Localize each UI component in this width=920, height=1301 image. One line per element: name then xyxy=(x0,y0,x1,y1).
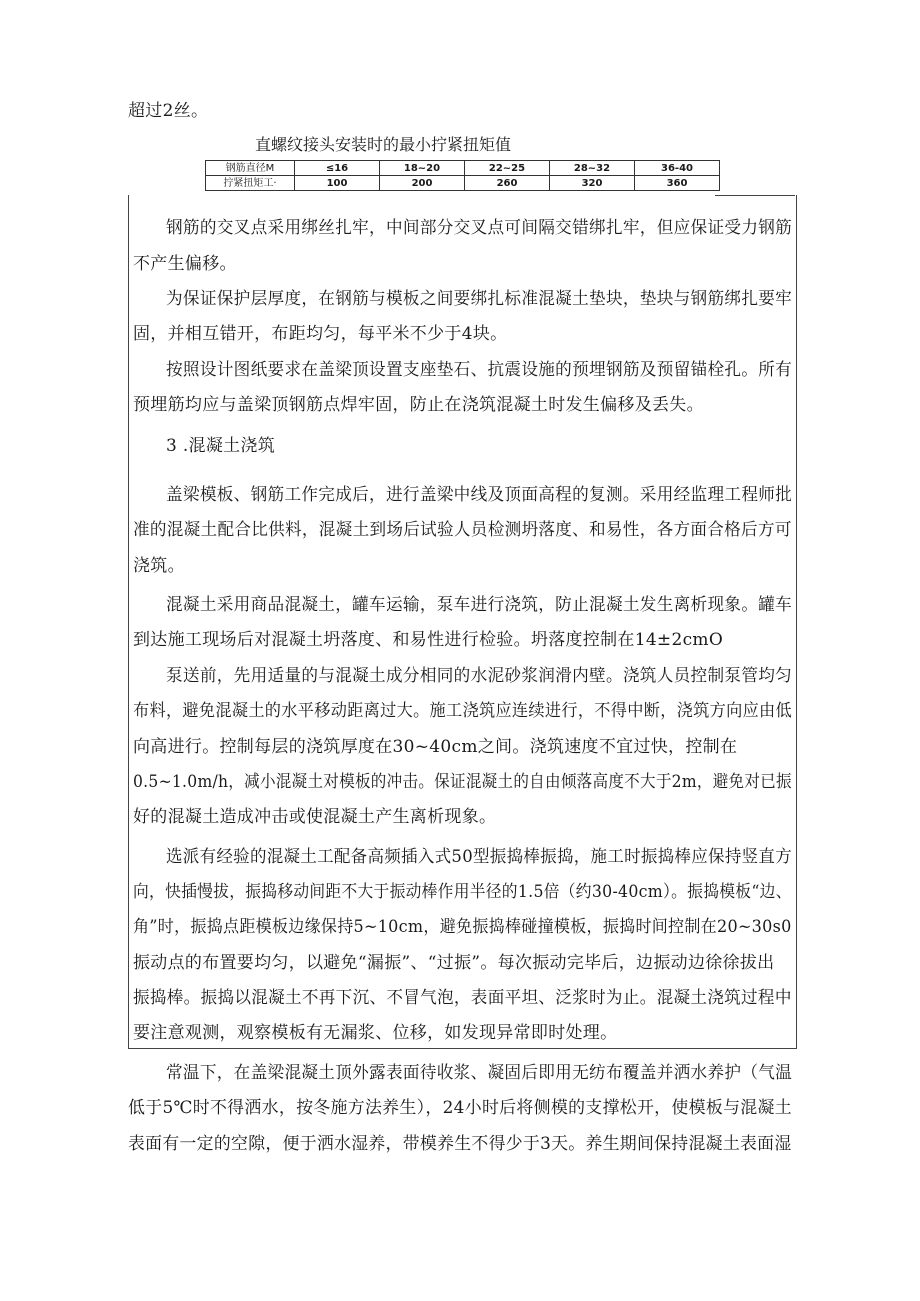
text-line: 到达施工现场后对混凝土坍落度、和易性进行检验。坍落度控制在14±2cmO xyxy=(133,630,724,650)
table-cell: 320 xyxy=(550,176,635,191)
text-line: 盖梁模板、钢筋工作完成后，进行盖梁中线及顶面高程的复测。采用经监理工程师批 xyxy=(166,485,793,505)
text-line: 钢筋的交叉点采用绑丝扎牢，中间部分交叉点可间隔交错绑扎牢，但应保证受力钢筋 xyxy=(166,218,793,238)
table-cell: 260 xyxy=(465,176,550,191)
table-cell: 22~25 xyxy=(465,161,550,176)
table-cell: 36-40 xyxy=(635,161,720,176)
table-cell: 100 xyxy=(295,176,380,191)
table-caption: 直螺纹接头安装时的最小拧紧扭矩值 xyxy=(255,135,512,154)
text-line: 不产生偏移。 xyxy=(133,254,237,274)
text-line: 按照设计图纸要求在盖梁顶设置支座垫石、抗震设施的预埋钢筋及预留锚栓孔。所有 xyxy=(166,360,793,380)
text-line: 向，快插慢拔，振捣移动间距不大于振动棒作用半径的1.5倍（约30-40cm）。振捣模板“边、 xyxy=(133,882,792,902)
text-line: 0.5~1.0m/h，减小混凝土对模板的冲击。保证混凝土的自由倾落高度不大于2m，避免对已振 xyxy=(133,772,792,792)
text-line: 泵送前，先用适量的与混凝土成分相同的水泥砂浆润滑内壁。浇筑人员控制泵管均匀 xyxy=(166,666,793,686)
text-line: 振捣棒。振捣以混凝土不再下沉、不冒气泡，表面平坦、泛浆时为止。混凝土浇筑过程中 xyxy=(133,988,792,1008)
table-row-label: 拧紧扭矩工· xyxy=(206,176,295,191)
text-line: 好的混凝土造成冲击或使混凝土产生离析现象。 xyxy=(133,807,497,827)
table-cell: 360 xyxy=(635,176,720,191)
table-cell: 200 xyxy=(380,176,465,191)
text-line: 表面有一定的空隙，便于洒水湿养，带模养生不得少于3天。养生期间保持混凝土表面湿 xyxy=(128,1134,792,1154)
text-line: 向高进行。控制每层的浇筑厚度在30~40cm之间。浇筑速度不宜过快，控制在 xyxy=(133,737,738,757)
text-line: 混凝土采用商品混凝土，罐车运输，泵车进行浇筑，防止混凝土发生离析现象。罐车 xyxy=(166,595,793,615)
top-text: 超过2丝。 xyxy=(128,101,209,121)
table-row xyxy=(206,176,720,191)
text-line: 固，并相互错开，布距均匀，每平米不少于4块。 xyxy=(133,324,508,344)
table-cell: ≤16 xyxy=(295,161,380,176)
table-header-row xyxy=(206,161,720,176)
section-heading: 3 .混凝土浇筑 xyxy=(166,436,276,456)
text-line: 角”时，振捣点距模板边缘保持5~10cm，避免振捣棒碰撞模板，振捣时间控制在20~30s0 xyxy=(133,917,792,937)
text-line: 准的混凝土配合比供料，混凝土到场后试验人员检测坍落度、和易性，各方面合格后方可 xyxy=(133,520,792,540)
table-cell: 28~32 xyxy=(550,161,635,176)
torque-table xyxy=(205,160,720,191)
table-header-label: 钢筋直径M xyxy=(206,161,295,176)
text-line: 布料，避免混凝土的水平移动距离过大。施工浇筑应连续进行，不得中断，浇筑方向应由低 xyxy=(133,701,792,721)
table-cell: 18~20 xyxy=(380,161,465,176)
text-line: 浇筑。 xyxy=(133,556,185,576)
text-line: 为保证保护层厚度，在钢筋与模板之间要绑扎标准混凝土垫块，垫块与钢筋绑扎要牢 xyxy=(166,289,793,309)
text-line: 常温下，在盖梁混凝土顶外露表面待收浆、凝固后即用无纺布覆盖并洒水养护（气温 xyxy=(166,1063,793,1083)
text-line: 要注意观测，观察模板有无漏浆、位移，如发现异常即时处理。 xyxy=(133,1023,618,1043)
frame-top-edge xyxy=(715,195,795,196)
text-line: 振动点的布置要均匀，以避免“漏振”、“过振”。每次振动完毕后，边振动边徐徐拔出 xyxy=(133,953,775,973)
text-line: 预埋筋均应与盖梁顶钢筋点焊牢固，防止在浇筑混凝土时发生偏移及丢失。 xyxy=(133,395,704,415)
text-line: 选派有经验的混凝土工配备高频插入式50型振捣棒振捣，施工时振捣棒应保持竖直方 xyxy=(166,847,793,867)
text-line: 低于5℃时不得洒水，按冬施方法养生），24小时后将侧模的支撑松开，使模板与混凝土 xyxy=(128,1098,792,1118)
